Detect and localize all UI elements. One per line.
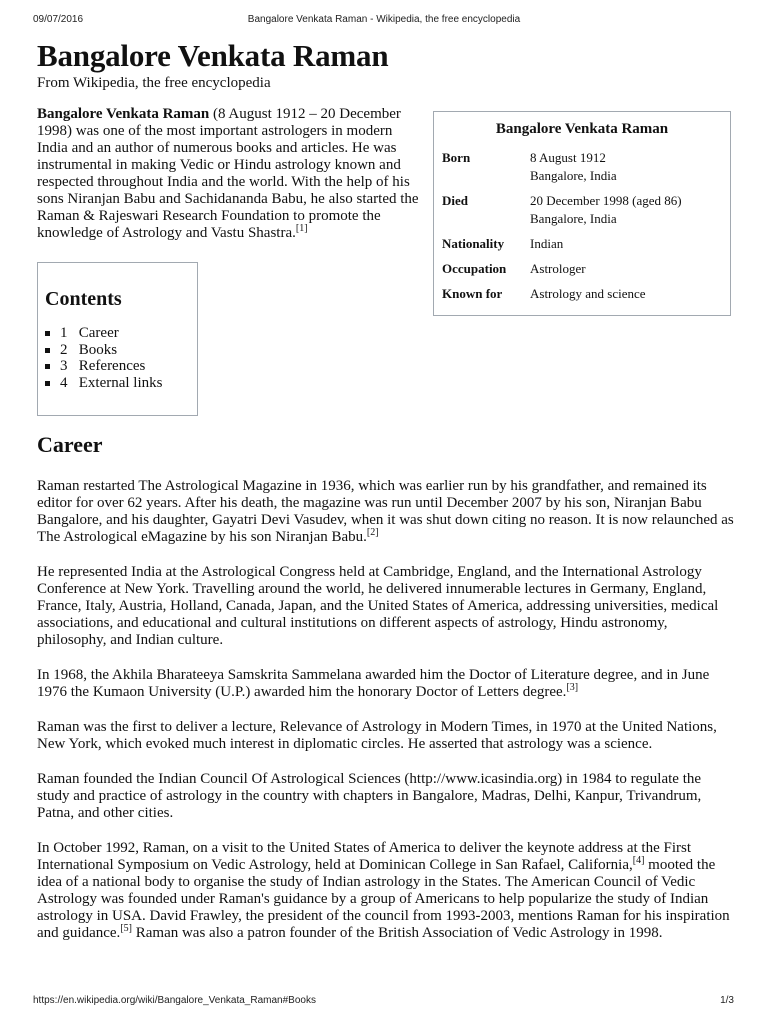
infobox-value: Astrology and science — [530, 286, 646, 301]
paragraph-text: Raman was the first to deliver a lecture, Relevance of Astrology in Modern Times, in 1970 at the United Nations, New York, which evoked much interest in diplomatic circles. He asserted that astrology was a science. — [37, 719, 717, 752]
infobox-value-line: Bangalore, India — [530, 168, 617, 183]
article-content — [37, 38, 735, 941]
section-heading-career: Career — [37, 432, 103, 457]
career-section — [37, 432, 735, 960]
infobox-value — [522, 189, 730, 232]
infobox-title: Bangalore Venkata Raman — [495, 121, 669, 137]
infobox-label: Occupation — [442, 261, 507, 276]
infobox-table — [434, 146, 730, 307]
infobox-value: Indian — [530, 236, 564, 251]
infobox-row-nationality — [434, 232, 730, 257]
citation-link[interactable]: [1] — [295, 223, 308, 234]
toc-item-books[interactable] — [60, 342, 197, 359]
paragraph-text: He represented India at the Astrological Congress held at Cambridge, England, and the International Astrology Conference at New York. Travelling around the world, he delivered innumerable lectures in Germany, England, France, Italy, Austria, Holland, Canada, Japan, and the United States of America, addressing universities, medical associations, and educational and cultural institutions on different aspects of astrology, Hindu astronomy, philosophy, and Indian culture. — [37, 564, 719, 648]
career-paragraph — [37, 478, 735, 546]
print-url: https://en.wikipedia.org/wiki/Bangalore_Venkata_Raman#Books — [33, 995, 316, 1006]
career-paragraph — [37, 771, 735, 822]
infobox-value: Astrologer — [530, 261, 586, 276]
paragraph-text: In October 1992, Raman, on a visit to the United States of America to deliver the keynote address at the First International Symposium on Vedic Astrology, held at Dominican College in San Rafael, California, — [37, 840, 692, 873]
bullet-icon — [45, 348, 50, 353]
paragraph-text: Raman was also a patron founder of the British Association of Vedic Astrology in 1998. — [131, 925, 663, 941]
toc-number: 2 — [60, 341, 68, 358]
infobox-label: Known for — [442, 286, 503, 301]
toc-number: 3 — [60, 358, 68, 374]
toc-item-career[interactable] — [60, 325, 197, 342]
infobox-row-occupation — [434, 257, 730, 282]
paragraph-text: In 1968, the Akhila Bharateeya Samskrita Sammelana awarded him the Doctor of Literature degree, and in June 1976 the Kumaon University (U.P.) awarded him the honorary Doctor of Letters degree. — [37, 667, 710, 700]
paragraph-text: mooted the idea of a national body to organise the study of Indian astrology in the States. The American Council of Vedic Astrology was founded under Raman's guidance by a group of Americans to help popularize the study of Indian astrology in USA. David Frawley, the president of the council from 1993-2003, mentions Raman for his inspiration and guidance. — [37, 857, 730, 941]
toc-label[interactable]: References — [78, 358, 146, 374]
infobox-label: Died — [442, 193, 468, 208]
infobox-row-died — [434, 189, 730, 232]
toc-item-references[interactable] — [60, 358, 197, 375]
infobox-value-line: 8 August 1912 — [530, 150, 606, 165]
paragraph-text: Raman restarted The Astrological Magazine in 1936, which was earlier run by his grandfather, and remained its editor for over 62 years. After his death, the magazine was run until December 2007 by his son, Niranjan Babu Bangalore, and his daughter, Gayatri Devi Vasudev, when it was shut down citing no reason. It is now relaunched as The Astrological eMagazine by his son Niranjan Babu. — [37, 478, 734, 545]
paragraph-text: Raman founded the Indian Council Of Astrological Sciences (http://www.icasindia.org) in 1984 to regulate the study and practice of astrology in the country with chapters in Bangalore, Madras, Delhi, Kanpur, Trivandrum, Patna, and other cities. — [37, 771, 702, 821]
print-page-number: 1/3 — [720, 995, 734, 1006]
infobox — [433, 111, 731, 316]
infobox-label: Nationality — [442, 236, 505, 251]
infobox-label: Born — [442, 150, 471, 165]
career-paragraph — [37, 564, 735, 649]
career-paragraph — [37, 840, 735, 942]
bullet-icon — [45, 364, 50, 369]
citation-link[interactable]: [2] — [366, 527, 379, 538]
toc-list — [45, 325, 197, 391]
infobox-value-line: Bangalore, India — [530, 211, 617, 226]
infobox-value — [522, 146, 730, 189]
print-date: 09/07/2016 — [33, 14, 84, 25]
print-title: Bangalore Venkata Raman - Wikipedia, the free encyclopedia — [247, 14, 521, 25]
toc-number: 1 — [60, 325, 68, 341]
infobox-row-born — [434, 146, 730, 189]
toc-label[interactable]: Career — [78, 325, 119, 341]
intro-text: (8 August 1912 – 20 December 1998) was one of the most important astrologers in modern India and an author of numerous books and articles. He was instrumental in making Vedic or Hindu astrology known and respected throughout India and the world. With the help of his sons Niranjan Babu and Sachidananda Babu, he also started the Raman & Rajeswari Research Foundation to promote the knowledge of Astrology and Vastu Shastra. — [37, 106, 419, 241]
citation-link[interactable]: [3] — [566, 682, 579, 693]
toc-label[interactable]: Books — [78, 341, 118, 358]
infobox-row-known-for — [434, 282, 730, 307]
bullet-icon — [45, 331, 50, 336]
toc-number: 4 — [60, 374, 68, 391]
citation-link[interactable]: [5] — [120, 923, 132, 934]
career-paragraph — [37, 719, 735, 753]
infobox-value-line: 20 December 1998 (aged 86) — [530, 193, 682, 208]
intro-paragraph — [37, 106, 423, 242]
page-title: Bangalore Venkata Raman — [37, 38, 389, 73]
bullet-icon — [45, 381, 50, 386]
toc-item-external-links[interactable] — [60, 375, 197, 392]
toc-label[interactable]: External links — [78, 374, 163, 391]
citation-link[interactable]: [4] — [632, 855, 645, 866]
career-paragraph — [37, 667, 735, 701]
toc-title: Contents — [45, 288, 122, 310]
intro-subject: Bangalore Venkata Raman — [37, 106, 210, 122]
table-of-contents — [37, 262, 198, 416]
page-tagline: From Wikipedia, the free encyclopedia — [37, 75, 271, 91]
